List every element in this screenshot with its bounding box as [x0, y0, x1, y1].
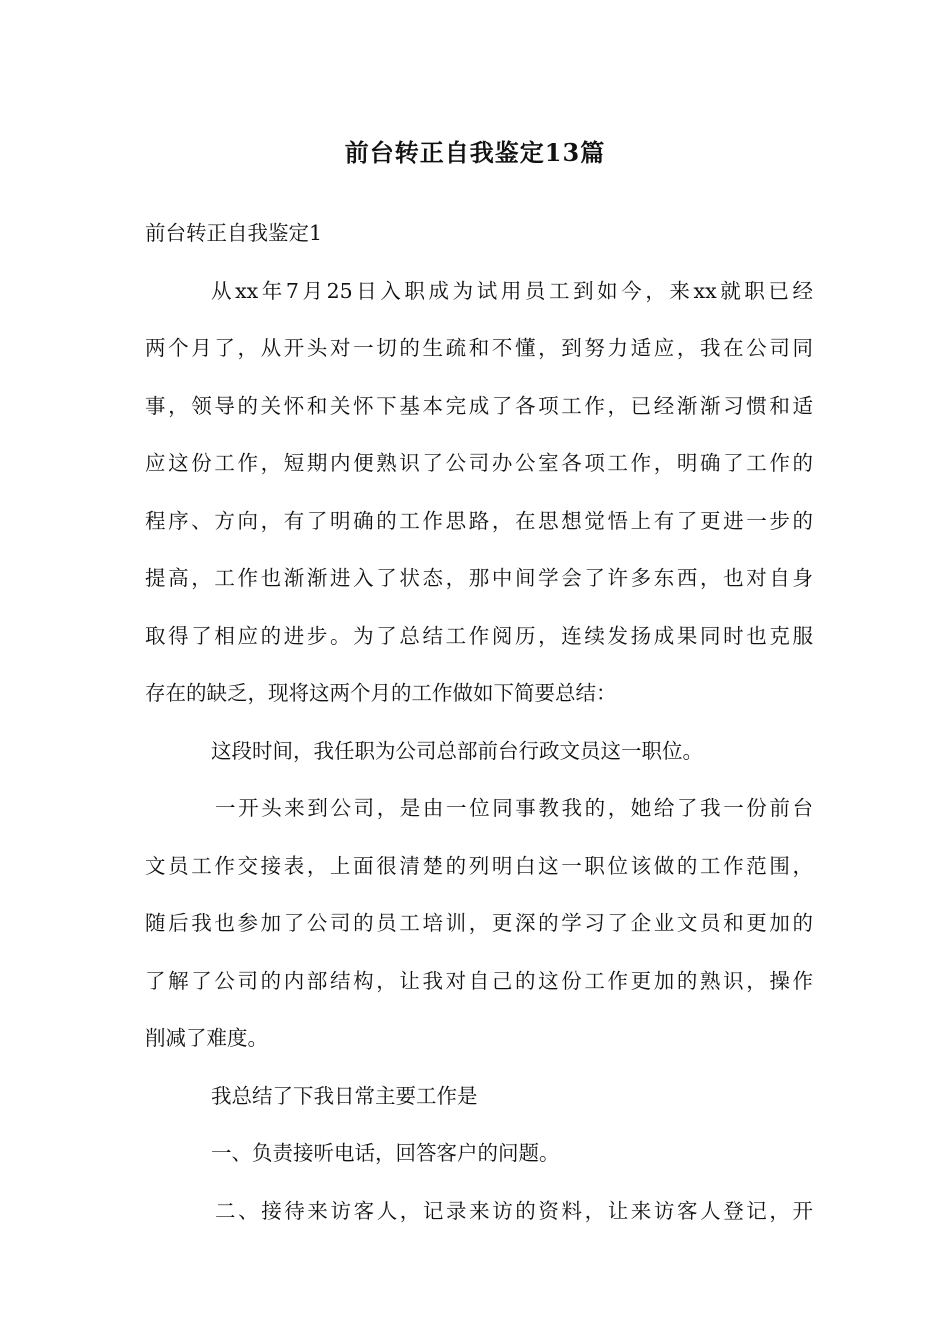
paragraph-line: 我总结了下我日常主要工作是 — [211, 1083, 478, 1108]
paragraph-line: 一、负责接听电话，回答客户的问题。 — [211, 1141, 560, 1165]
paragraph-line: 了解了公司的内部结构，让我对自己的这份工作更加的熟识，操作 — [145, 968, 813, 993]
paragraph-line: 提高，工作也渐渐进入了状态，那中间学会了许多东西，也对自身 — [145, 566, 813, 590]
document-body — [145, 205, 813, 1240]
paragraph-line: 二、接待来访客人，记录来访的资料，让来访客人登记，开 — [215, 1198, 813, 1223]
paragraph — [145, 1125, 813, 1183]
document-title: 前台转正自我鉴定13篇 — [344, 138, 606, 167]
paragraph-line: 事，领导的关怀和关怀下基本完成了各项工作，已经渐渐习惯和适 — [145, 393, 813, 418]
paragraph-line: 削减了难度。 — [145, 1026, 268, 1050]
paragraph — [145, 723, 813, 781]
paragraph-line: 一开头来到公司，是由一位同事教我的，她给了我一份前台 — [215, 796, 813, 820]
section-heading: 前台转正自我鉴定1 — [145, 221, 323, 245]
paragraph — [145, 1183, 813, 1241]
paragraph-line: 程序、方向，有了明确的工作思路，在思想觉悟上有了更进一步的 — [145, 508, 813, 533]
paragraph-line: 存在的缺乏，现将这两个月的工作做如下简要总结： — [145, 681, 617, 705]
paragraph-line: 文员工作交接表，上面很清楚的列明白这一职位该做的工作范围， — [145, 853, 813, 878]
paragraph — [145, 263, 813, 723]
paragraph-line: 随后我也参加了公司的员工培训，更深的学习了企业文员和更加的 — [145, 911, 813, 935]
paragraph-line: 这段时间，我任职为公司总部前台行政文员这一职位。 — [211, 738, 703, 763]
paragraph-line: 两个月了，从开头对一切的生疏和不懂，到努力适应，我在公司同 — [145, 336, 813, 360]
paragraph-line: 从xx年7月25日入职成为试用员工到如今，来xx就职已经 — [211, 278, 813, 303]
paragraph-line: 取得了相应的进步。为了总结工作阅历，连续发扬成果同时也克服 — [145, 623, 813, 648]
paragraph-line: 应这份工作，短期内便熟识了公司办公室各项工作，明确了工作的 — [145, 451, 813, 475]
paragraph — [145, 1068, 813, 1126]
paragraph — [145, 780, 813, 1068]
